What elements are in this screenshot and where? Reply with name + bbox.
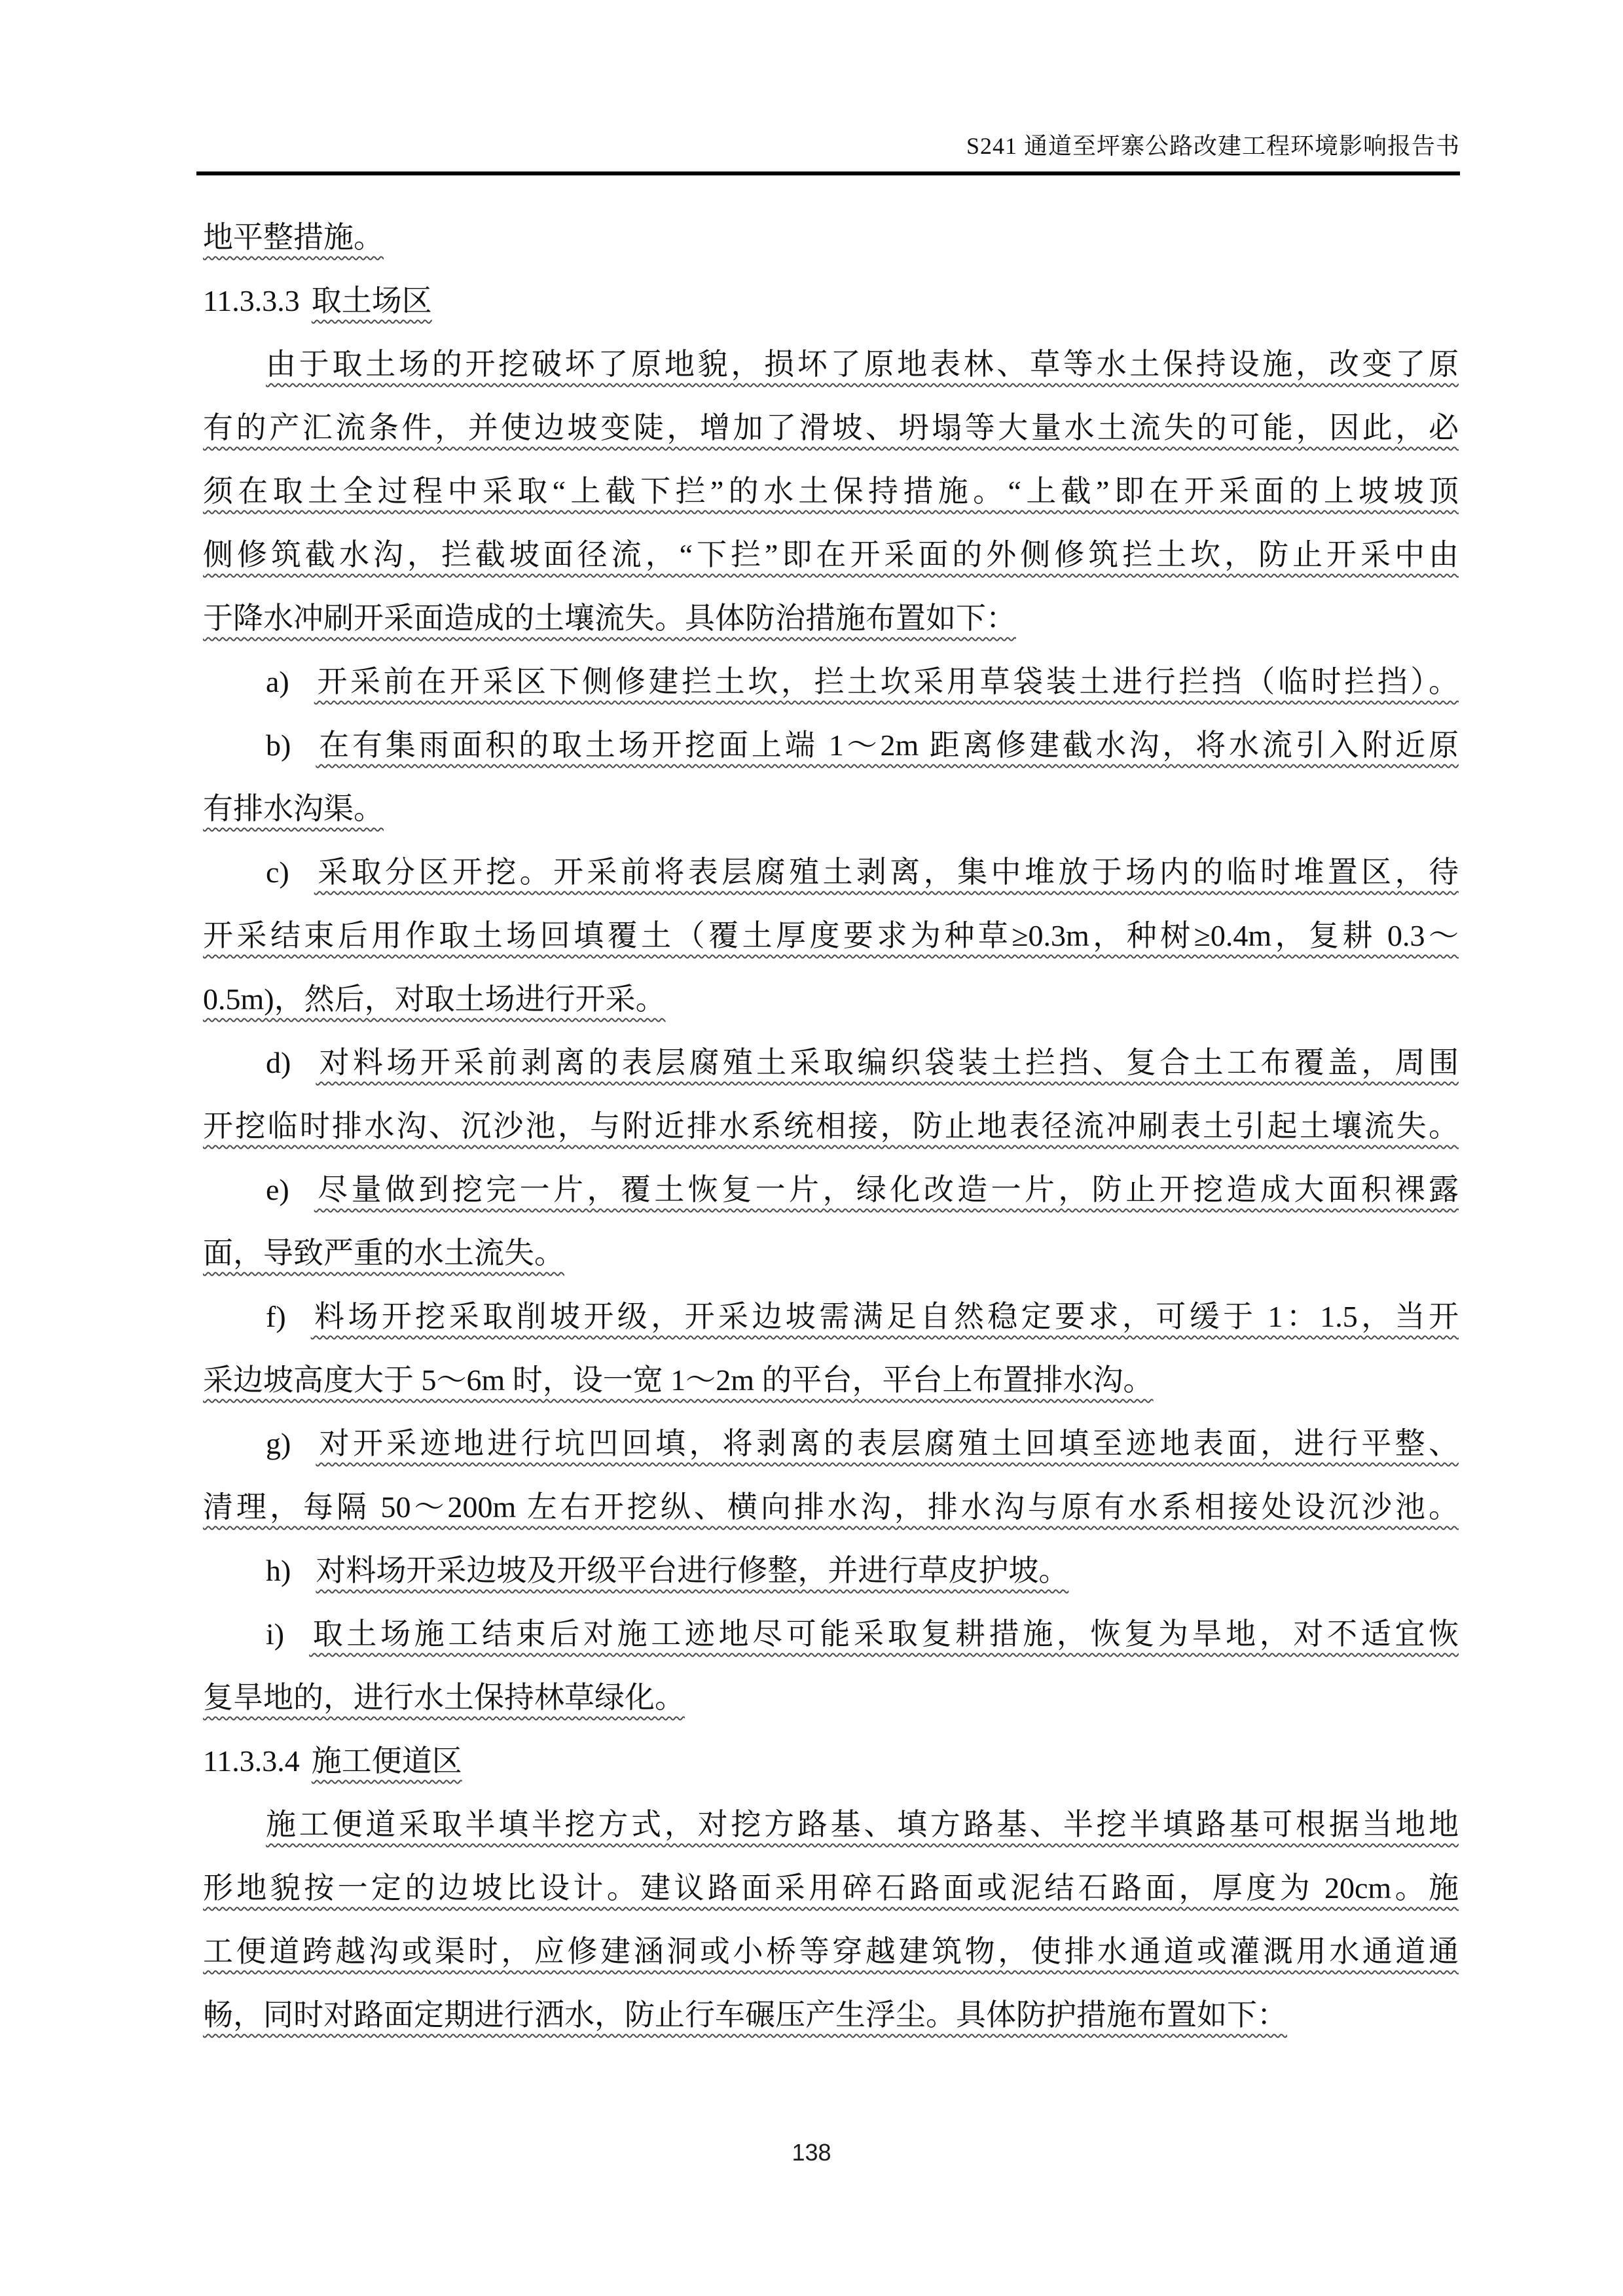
section-heading <box>203 269 1459 332</box>
line-text: 畅，同时对路面定期进行洒水，防止行车碾压产生浮尘。具体防护措施布置如下： <box>203 1998 1287 2032</box>
line-text: 施工便道采取半填半挖方式，对挖方路基、填方路基、半挖半填路基可根据当地地 <box>266 1808 1459 1841</box>
section-title: 取土场区 <box>311 284 432 317</box>
list-marker: h) <box>266 1554 291 1587</box>
line-text: 对开采迹地进行坑凹回填，将剥离的表层腐殖土回填至迹地表面，进行平整、 <box>316 1427 1459 1460</box>
line-text: 由于取土场的开挖破坏了原地貌，损坏了原地表林、草等水土保持设施，改变了原 <box>266 348 1459 381</box>
text-line <box>203 1475 1459 1539</box>
section-number: 11.3.3.3 <box>203 284 300 317</box>
line-text: 面，导致严重的水土流失。 <box>203 1236 564 1270</box>
list-item-line <box>203 1602 1459 1666</box>
line-text: 地平整措施。 <box>203 221 384 254</box>
line-text: 采边坡高度大于 5～6m 时，设一宽 1～2m 的平台，平台上布置排水沟。 <box>203 1363 1154 1397</box>
list-item-line <box>203 1285 1459 1348</box>
list-item-line <box>203 713 1459 777</box>
text-line <box>203 396 1459 459</box>
running-header: S241 通道至坪寨公路改建工程环境影响报告书 <box>966 133 1460 159</box>
text-line <box>203 1983 1459 2047</box>
list-marker: a) <box>266 665 289 698</box>
line-text: 侧修筑截水沟，拦截坡面径流，“下拦”即在开采面的外侧修筑拦土坎，防止开采中由 <box>203 538 1459 571</box>
line-text: 开挖临时排水沟、沉沙池，与附近排水系统相接，防止地表径流冲刷表土引起土壤流失。 <box>203 1109 1459 1143</box>
list-marker: d) <box>266 1046 291 1079</box>
line-text: 于降水冲刷开采面造成的土壤流失。具体防治措施布置如下： <box>203 601 1016 635</box>
page-number: 138 <box>792 2139 831 2166</box>
text-line <box>203 523 1459 586</box>
text-line <box>203 459 1459 523</box>
list-item-line <box>203 1412 1459 1475</box>
line-text: 取土场施工结束后对施工迹地尽可能采取复耕措施，恢复为旱地，对不适宜恢 <box>309 1617 1459 1651</box>
list-item-line <box>203 840 1459 904</box>
text-line <box>203 1348 1459 1412</box>
line-text: 对料场开采前剥离的表层腐殖土采取编织袋装土拦挡、复合土工布覆盖，周围 <box>316 1046 1459 1079</box>
list-marker: e) <box>266 1173 289 1206</box>
line-text: 有的产汇流条件，并使边坡变陡，增加了滑坡、坍塌等大量水土流失的可能，因此，必 <box>203 411 1459 444</box>
line-text: 清理，每隔 50～200m 左右开挖纵、横向排水沟，排水沟与原有水系相接处设沉沙池。 <box>203 1490 1459 1524</box>
text-line <box>203 206 1459 269</box>
list-item-line <box>203 1158 1459 1221</box>
line-text: 须在取土全过程中采取“上截下拦”的水土保持措施。“上截”即在开采面的上坡坡顶 <box>203 475 1459 508</box>
line-text: 形地貌按一定的边坡比设计。建议路面采用碎石路面或泥结石路面，厚度为 20cm。施 <box>203 1871 1459 1905</box>
text-line <box>203 1856 1459 1920</box>
list-item-line <box>203 1539 1459 1602</box>
section-heading <box>203 1729 1459 1793</box>
text-line <box>203 1666 1459 1729</box>
line-text: 采取分区开挖。开采前将表层腐殖土剥离，集中堆放于场内的临时堆置区，待 <box>314 855 1459 889</box>
line-text: 复旱地的，进行水土保持林草绿化。 <box>203 1681 685 1714</box>
list-marker: i) <box>266 1617 285 1651</box>
text-line <box>203 777 1459 840</box>
section-title: 施工便道区 <box>311 1744 462 1778</box>
line-text: 对料场开采边坡及开级平台进行修整，并进行草皮护坡。 <box>316 1554 1069 1587</box>
list-item-line <box>203 1031 1459 1094</box>
line-text: 工便道跨越沟或渠时，应修建涵洞或小桥等穿越建筑物，使排水通道或灌溉用水通道通 <box>203 1935 1459 1968</box>
header-rule <box>196 171 1460 175</box>
document-body <box>203 206 1459 2047</box>
text-line <box>203 1920 1459 1983</box>
list-marker: g) <box>266 1427 291 1460</box>
text-line <box>203 586 1459 650</box>
text-line <box>203 967 1459 1031</box>
text-line <box>203 1793 1459 1856</box>
line-text: 开采结束后用作取土场回填覆土（覆土厚度要求为种草≥0.3m，种树≥0.4m，复耕 0.3～ <box>203 919 1459 952</box>
line-text: 料场开挖采取削坡开级，开采边坡需满足自然稳定要求，可缓于 1：1.5，当开 <box>310 1300 1459 1333</box>
line-text: 尽量做到挖完一片，覆土恢复一片，绿化改造一片，防止开挖造成大面积裸露 <box>314 1173 1459 1206</box>
list-marker: b) <box>266 728 291 762</box>
text-line <box>203 904 1459 967</box>
section-number: 11.3.3.4 <box>203 1744 300 1778</box>
text-line <box>203 1094 1459 1158</box>
text-line <box>203 332 1459 396</box>
line-text: 0.5m)，然后，对取土场进行开采。 <box>203 982 666 1016</box>
list-item-line <box>203 650 1459 713</box>
line-text: 有排水沟渠。 <box>203 792 384 825</box>
list-marker: c) <box>266 855 289 889</box>
text-line <box>203 1221 1459 1285</box>
line-text: 在有集雨面积的取土场开挖面上端 1～2m 距离修建截水沟，将水流引入附近原 <box>316 728 1459 762</box>
list-marker: f) <box>266 1300 286 1333</box>
line-text: 开采前在开采区下侧修建拦土坎，拦土坎采用草袋装土进行拦挡（临时拦挡）。 <box>314 665 1459 698</box>
